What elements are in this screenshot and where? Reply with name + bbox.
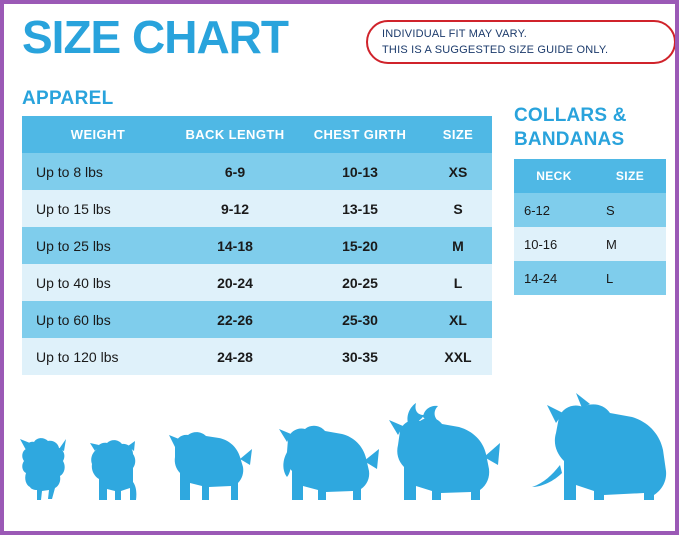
apparel-weight: Up to 8 lbs [22, 153, 174, 190]
table-row [22, 153, 492, 190]
apparel-back-length: 24-28 [174, 338, 296, 375]
pug-silhouette [90, 440, 136, 500]
pomeranian-silhouette [20, 438, 66, 500]
apparel-back-length: 9-12 [174, 190, 296, 227]
table-row [514, 193, 666, 227]
apparel-weight: Up to 15 lbs [22, 190, 174, 227]
apparel-size: XXL [424, 338, 492, 375]
apparel-chest-girth: 15-20 [296, 227, 424, 264]
collars-header-size: SIZE [594, 159, 666, 193]
collars-size: S [594, 193, 666, 227]
apparel-chest-girth: 25-30 [296, 301, 424, 338]
apparel-size-table [22, 116, 492, 375]
table-row [514, 261, 666, 295]
collars-neck: 10-16 [514, 227, 594, 261]
apparel-size: XS [424, 153, 492, 190]
apparel-header-weight: WEIGHT [22, 116, 174, 153]
page-title: SIZE CHART [22, 11, 288, 63]
apparel-weight: Up to 60 lbs [22, 301, 174, 338]
beagle-silhouette [169, 432, 252, 500]
table-row [22, 190, 492, 227]
apparel-chest-girth: 13-15 [296, 190, 424, 227]
table-row [22, 301, 492, 338]
apparel-header-back-length: BACK LENGTH [174, 116, 296, 153]
apparel-size: XL [424, 301, 492, 338]
collars-header-row [514, 159, 666, 193]
apparel-section-label: APPAREL [22, 88, 114, 109]
collars-label-line-1: COLLARS & [514, 105, 627, 126]
apparel-weight: Up to 40 lbs [22, 264, 174, 301]
collars-neck: 14-24 [514, 261, 594, 295]
table-row [22, 227, 492, 264]
apparel-back-length: 20-24 [174, 264, 296, 301]
collars-size-table [514, 159, 666, 295]
apparel-chest-girth: 30-35 [296, 338, 424, 375]
apparel-weight: Up to 120 lbs [22, 338, 174, 375]
apparel-header-chest-girth: CHEST GIRTH [296, 116, 424, 153]
apparel-back-length: 22-26 [174, 301, 296, 338]
collars-label-line-2: BANDANAS [514, 128, 625, 150]
terrier-silhouette [389, 403, 500, 500]
collars-size: L [594, 261, 666, 295]
collars-section-label [514, 104, 627, 152]
collars-neck: 6-12 [514, 193, 594, 227]
apparel-back-length: 14-18 [174, 227, 296, 264]
table-row [22, 338, 492, 375]
apparel-weight: Up to 25 lbs [22, 227, 174, 264]
apparel-chest-girth: 10-13 [296, 153, 424, 190]
disclaimer-callout [366, 20, 676, 64]
collars-header-neck: NECK [514, 159, 594, 193]
table-row [514, 227, 666, 261]
disclaimer-line-2: THIS IS A SUGGESTED SIZE GUIDE ONLY. [382, 43, 609, 56]
apparel-back-length: 6-9 [174, 153, 296, 190]
spaniel-silhouette [279, 426, 379, 500]
apparel-chest-girth: 20-25 [296, 264, 424, 301]
header [22, 12, 657, 74]
dog-silhouette-row [4, 387, 675, 517]
apparel-size: M [424, 227, 492, 264]
apparel-header-row [22, 116, 492, 153]
apparel-size: L [424, 264, 492, 301]
apparel-size: S [424, 190, 492, 227]
apparel-header-size: SIZE [424, 116, 492, 153]
great-dane-silhouette [532, 393, 666, 500]
disclaimer-line-1: INDIVIDUAL FIT MAY VARY. [382, 28, 527, 40]
collars-size: M [594, 227, 666, 261]
table-row [22, 264, 492, 301]
